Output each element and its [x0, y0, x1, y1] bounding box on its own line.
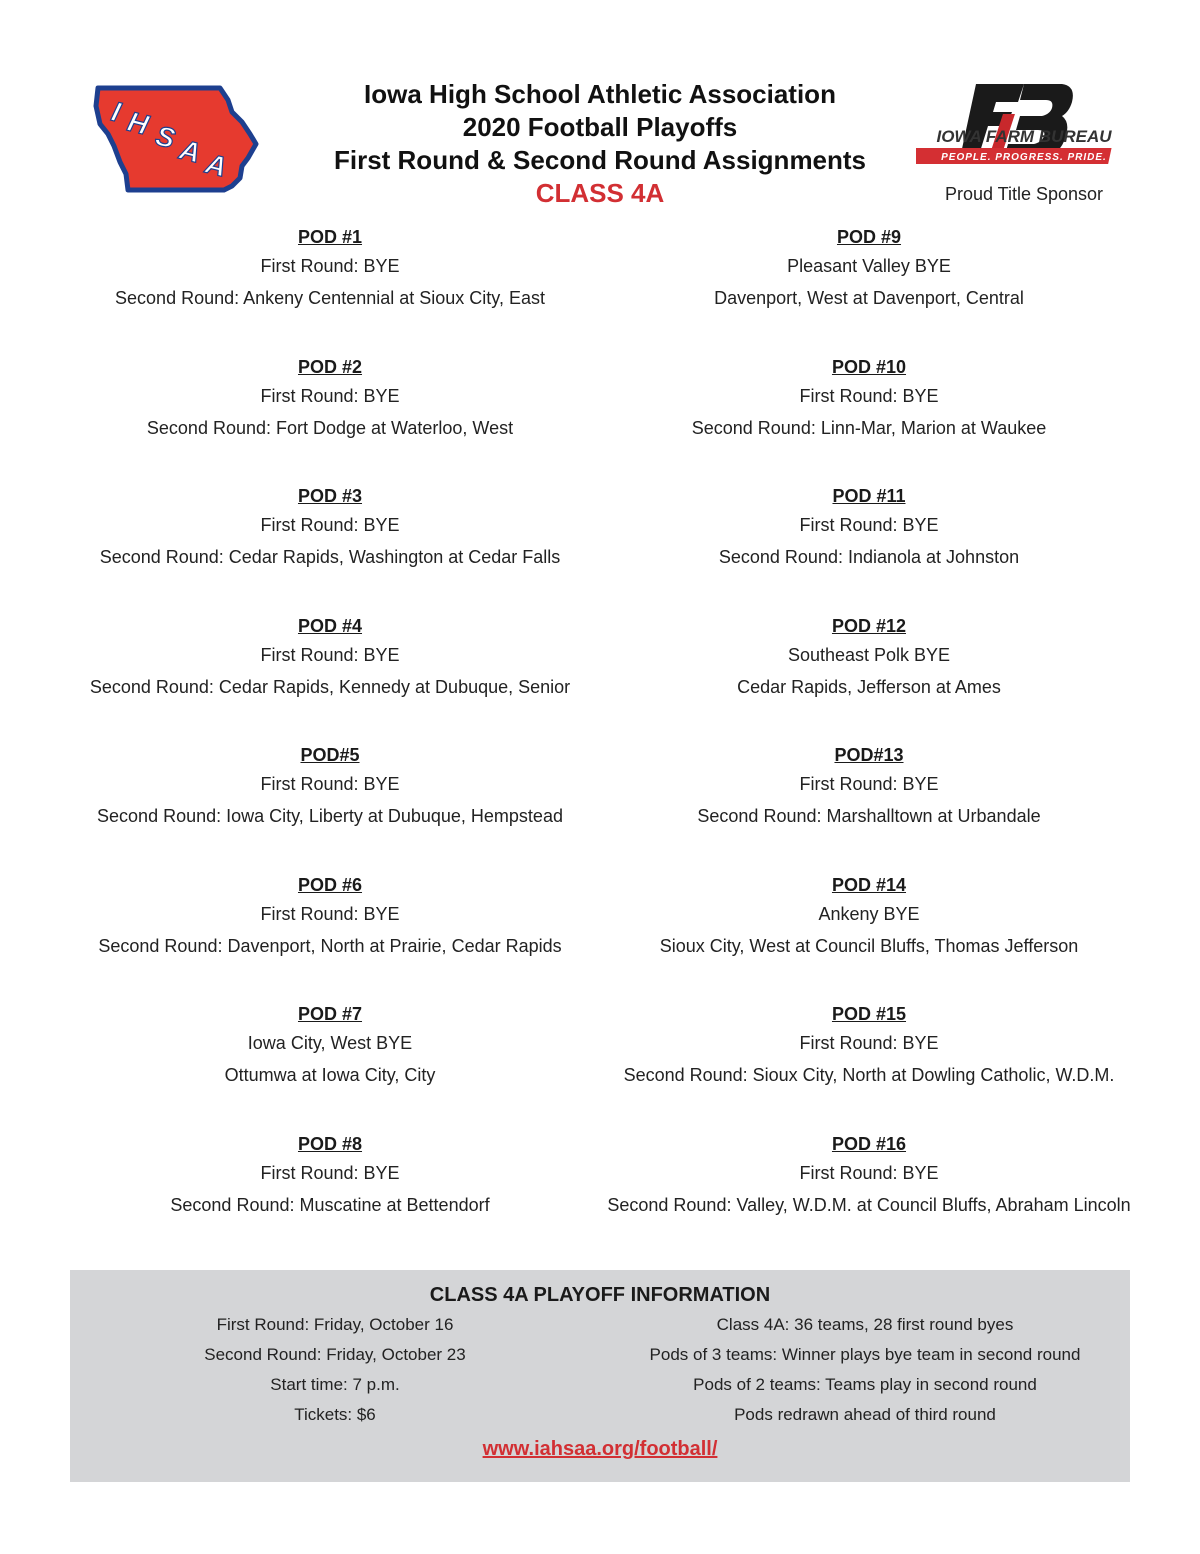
pod-title: POD #4 — [297, 615, 363, 636]
pod-second-line: Second Round: Sioux City, North at Dowling Catholic, W.D.M. — [623, 1065, 1115, 1085]
pod-block — [569, 1001, 1169, 1131]
info-tickets: Tickets: $6 — [294, 1405, 376, 1424]
pod-first-line: Southeast Polk BYE — [787, 644, 951, 665]
info-first-round: First Round: Friday, October 16 — [216, 1315, 454, 1334]
pod-block — [569, 872, 1169, 1002]
header-title: Iowa High School Athletic Association — [364, 79, 836, 109]
pod-first-line: Ankeny BYE — [818, 903, 920, 924]
pod-block — [30, 1001, 630, 1131]
pod-block — [569, 742, 1169, 872]
pod-second-line: Second Round: Davenport, North at Prairie, Cedar Rapids — [98, 935, 562, 956]
pod-block — [30, 483, 630, 613]
pod-title: POD #8 — [297, 1133, 363, 1154]
pods-left-column — [30, 224, 630, 1260]
pod-title: POD #3 — [297, 486, 363, 506]
header-assignments: First Round & Second Round Assignments — [333, 145, 867, 175]
pod-title: POD#5 — [300, 745, 360, 765]
pod-title: POD #1 — [297, 227, 363, 247]
pod-second-line: Second Round: Ankeny Centennial at Sioux City, East — [115, 288, 545, 308]
pod-block — [30, 613, 630, 743]
pod-title: POD #7 — [297, 1004, 363, 1024]
class-label: CLASS 4A — [535, 178, 665, 208]
pod-title: POD#13 — [834, 745, 904, 765]
pod-first-line: First Round: BYE — [260, 515, 400, 535]
info-start-time: Start time: 7 p.m. — [270, 1375, 400, 1394]
pod-block — [30, 354, 630, 484]
pod-second-line: Second Round: Cedar Rapids, Kennedy at Dubuque, Senior — [89, 676, 571, 697]
farm-bureau-tagline: PEOPLE. PROGRESS. PRIDE. — [941, 152, 1107, 163]
pod-first-line: First Round: BYE — [260, 1162, 400, 1183]
pod-first-line: First Round: BYE — [799, 1162, 939, 1183]
pod-title: POD #14 — [831, 874, 907, 895]
pod-second-line: Second Round: Valley, W.D.M. at Council Bluffs, Abraham Lincoln — [607, 1194, 1131, 1215]
svg-text:A: A — [176, 133, 204, 169]
pod-block — [30, 742, 630, 872]
pod-first-line: Pleasant Valley BYE — [787, 256, 951, 276]
pod-first-line: First Round: BYE — [799, 385, 939, 406]
pod-first-line: First Round: BYE — [260, 385, 400, 406]
svg-text:A: A — [202, 147, 230, 183]
pod-block — [569, 224, 1169, 354]
pod-title: POD #9 — [836, 227, 902, 247]
pod-second-line: Sioux City, West at Council Bluffs, Thomas Jefferson — [659, 935, 1079, 956]
pod-second-line: Second Round: Fort Dodge at Waterloo, West — [146, 417, 514, 438]
header-subtitle: 2020 Football Playoffs — [462, 112, 738, 142]
pod-first-line: First Round: BYE — [260, 644, 400, 665]
pod-block — [569, 354, 1169, 484]
info-second-round: Second Round: Friday, October 23 — [204, 1345, 466, 1364]
pod-first-line: First Round: BYE — [799, 515, 939, 535]
pod-first-line: Iowa City, West BYE — [247, 1033, 413, 1053]
pod-second-line: Second Round: Marshalltown at Urbandale — [697, 806, 1041, 826]
sponsor-caption: Proud Title Sponsor — [944, 184, 1104, 204]
info-pods-of-3: Pods of 3 teams: Winner plays bye team in second round — [649, 1345, 1081, 1364]
info-schedule — [185, 1310, 485, 1430]
pods-right-column — [569, 224, 1169, 1260]
pod-title: POD #2 — [297, 356, 363, 377]
pod-second-line: Second Round: Iowa City, Liberty at Dubuque, Hempstead — [97, 806, 563, 826]
svg-text:S: S — [152, 119, 179, 155]
pod-second-line: Cedar Rapids, Jefferson at Ames — [737, 676, 1001, 697]
pod-title: POD #12 — [831, 615, 907, 636]
pod-title: POD #6 — [297, 874, 363, 895]
pod-title: POD #11 — [832, 486, 906, 506]
pod-first-line: First Round: BYE — [799, 1033, 939, 1053]
pod-second-line: Second Round: Muscatine at Bettendorf — [170, 1194, 490, 1215]
document-header — [300, 78, 900, 210]
pod-title: POD #16 — [831, 1133, 907, 1154]
pod-block — [30, 224, 630, 354]
pod-first-line: First Round: BYE — [260, 903, 400, 924]
pod-second-line: Second Round: Cedar Rapids, Washington at Cedar Falls — [99, 547, 561, 567]
pod-block — [30, 1131, 630, 1261]
pod-block — [569, 1131, 1169, 1261]
pod-block — [569, 483, 1169, 613]
pod-second-line: Second Round: Indianola at Johnston — [718, 547, 1020, 567]
pod-second-line: Second Round: Linn-Mar, Marion at Waukee — [691, 417, 1047, 438]
pod-block — [30, 872, 630, 1002]
ihsaa-logo — [92, 82, 260, 194]
svg-text:I: I — [108, 95, 124, 128]
pod-title: POD #15 — [831, 1004, 907, 1024]
pod-first-line: First Round: BYE — [799, 774, 939, 794]
pod-first-line: First Round: BYE — [260, 774, 400, 794]
info-team-count: Class 4A: 36 teams, 28 first round byes — [716, 1315, 1014, 1334]
pod-block — [569, 613, 1169, 743]
info-title: CLASS 4A PLAYOFF INFORMATION — [429, 1284, 771, 1306]
pod-first-line: First Round: BYE — [260, 256, 400, 276]
playoff-info-box — [70, 1270, 1130, 1482]
pod-title: POD #10 — [831, 356, 907, 377]
info-redraw: Pods redrawn ahead of third round — [734, 1405, 996, 1424]
info-pods-of-2: Pods of 2 teams: Teams play in second round — [693, 1375, 1037, 1394]
pod-second-line: Davenport, West at Davenport, Central — [714, 288, 1024, 308]
pod-second-line: Ottumwa at Iowa City, City — [224, 1065, 436, 1085]
football-link[interactable]: www.iahsaa.org/football/ — [482, 1438, 718, 1460]
farm-bureau-name: IOWA FARM BUREAU — [936, 127, 1112, 146]
svg-text:H: H — [124, 105, 152, 141]
info-format — [615, 1310, 1115, 1430]
